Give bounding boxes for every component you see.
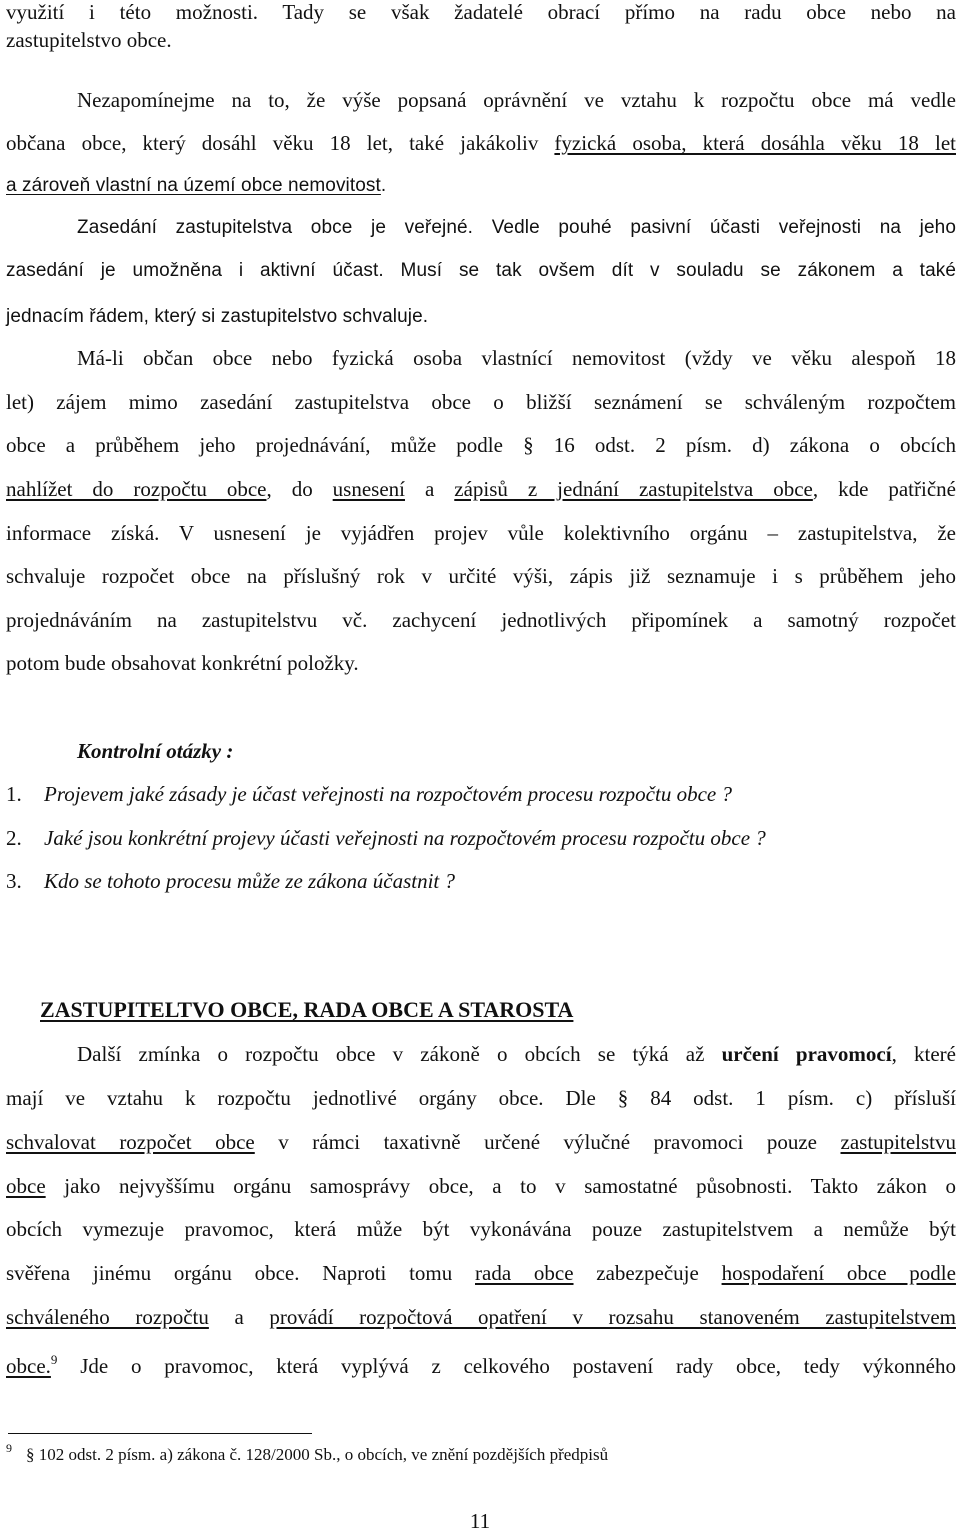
underlined-phrase-vlastni-nemovitost: a zároveň vlastní na území obce nemovitost bbox=[6, 175, 381, 196]
underlined-word-obce: obce bbox=[6, 1174, 46, 1198]
section-text-ktere: , které bbox=[891, 1042, 956, 1066]
page-number: 11 bbox=[469, 1509, 491, 1533]
intro-line-1: využití i této možnosti. Tady se však žadatelé obrací přímo na radu obce nebo na bbox=[6, 0, 956, 24]
para-mali-line-1: Má-li občan obce nebo fyzická osoba vlastnící nemovitost (vždy ve věku alespoň 18 bbox=[77, 346, 956, 370]
para-mali-line-5: informace získá. V usnesení je vyjádřen projev vůle kolektivního orgánu – zastupitelstva, že bbox=[6, 521, 956, 545]
intro-line-2: zastupitelstvo obce. bbox=[6, 28, 172, 52]
para-nezapominejme-line-3 bbox=[6, 171, 956, 201]
question-text: Jaké jsou konkrétní projevy účasti veřejnosti na rozpočtovém procesu rozpočtu obce ? bbox=[44, 826, 766, 850]
text-a: a bbox=[405, 477, 455, 501]
question-text: Projevem jaké zásady je účast veřejnosti na rozpočtovém procesu rozpočtu obce ? bbox=[44, 782, 732, 806]
section-text-a: a bbox=[208, 1305, 270, 1329]
underlined-phrase-zapisu: zápisů z jednání zastupitelstva obce bbox=[454, 477, 813, 501]
underlined-phrase-fyzicka-osoba: fyzická osoba, která dosáhla věku 18 let bbox=[554, 131, 956, 155]
para-nezapominejme-text: občana obce, který dosáhl věku 18 let, také jakákoliv bbox=[6, 131, 555, 155]
underlined-phrase-nahlizet: nahlížet do rozpočtu obce bbox=[6, 477, 267, 501]
footnote-number: 9 bbox=[6, 1441, 12, 1455]
question-number: 1. bbox=[6, 782, 22, 806]
footnote bbox=[6, 1441, 608, 1465]
underlined-phrase-hospodareni: hospodaření obce podle bbox=[721, 1261, 956, 1285]
section-line-2: mají ve vztahu k rozpočtu jednotlivé orgány obce. Dle § 84 odst. 1 písm. c) přísluší bbox=[6, 1086, 956, 1110]
underlined-phrase-rozpoctova-opatreni: provádí rozpočtová opatření v rozsahu stanoveném zastupitelstvem bbox=[269, 1305, 956, 1329]
section-line-6 bbox=[6, 1258, 956, 1288]
section-line-7 bbox=[6, 1302, 956, 1332]
section-text-svereno: svěřena jinému orgánu obce. Naproti tomu bbox=[6, 1261, 475, 1285]
section-text-pravomoci: v rámci taxativně určené výlučné pravomoci pouze bbox=[254, 1130, 841, 1154]
para-nezapominejme-line-2 bbox=[6, 128, 956, 158]
section-text-pravomoc: Jde o pravomoc, která vyplývá z celkového postavení rady obce, tedy výkonného bbox=[57, 1354, 956, 1378]
footnote-separator bbox=[8, 1433, 312, 1434]
text-do: , do bbox=[266, 477, 333, 501]
question-text: Kdo se tohoto procesu může ze zákona účastnit ? bbox=[44, 869, 456, 893]
section-line-1 bbox=[6, 1039, 956, 1069]
para-zasedani-line-3: jednacím řádem, který si zastupitelstvo schvaluje. bbox=[6, 306, 429, 327]
question-item-3 bbox=[6, 866, 956, 896]
footnote-reference[interactable]: 9 bbox=[50, 1352, 58, 1367]
section-text-samospravy: jako nejvyššímu orgánu samosprávy obce, a to v samostatné působnosti. Takto zákon o bbox=[45, 1174, 956, 1198]
underlined-phrase-rada-obce: rada obce bbox=[475, 1261, 574, 1285]
section-text: Další zmínka o rozpočtu obce v zákoně o obcích se týká až bbox=[77, 1042, 722, 1066]
section-heading: ZASTUPITELTVO OBCE, RADA OBCE A STAROSTA bbox=[40, 997, 574, 1022]
para-mali-line-7: projednáváním na zastupitelstvu vč. zachycení jednotlivých připomínek a samotný rozpočet bbox=[6, 608, 956, 632]
para-mali-line-8: potom bude obsahovat konkrétní položky. bbox=[6, 651, 359, 675]
para-mali-line-6: schvaluje rozpočet obce na příslušný rok v určité výši, zápis již seznamuje i s průběhem jeho bbox=[6, 564, 956, 588]
question-item-2 bbox=[6, 823, 956, 853]
bold-phrase-urceni-pravomoci: určení pravomocí bbox=[721, 1042, 892, 1066]
underlined-phrase-usneseni: usnesení bbox=[332, 477, 405, 501]
footnote-text: § 102 odst. 2 písm. a) zákona č. 128/2000 Sb., o obcích, ve znění pozdějších předpisů bbox=[26, 1445, 609, 1464]
underlined-phrase-schvaleneho-rozpoctu: schváleného rozpočtu bbox=[6, 1305, 209, 1329]
text-kde-patricne: , kde patřičné bbox=[812, 477, 956, 501]
para-zasedani-line-2: zasedání je umožněna i aktivní účast. Musí se tak ovšem dít v souladu se zákonem a také bbox=[6, 260, 956, 281]
para-mali-line-3: obce a průběhem jeho projednávání, může podle § 16 odst. 2 písm. d) zákona o obcích bbox=[6, 433, 956, 457]
question-item-1 bbox=[6, 779, 956, 809]
section-line-5: obcích vymezuje pravomoc, která může být vykonávána pouze zastupitelstvem a nemůže být bbox=[6, 1217, 956, 1241]
para-mali-line-2: let) zájem mimo zasedání zastupitelstva obce o bližší seznámení se schváleným rozpočtem bbox=[6, 390, 956, 414]
underlined-phrase-schvalovat-rozpocet: schvalovat rozpočet obce bbox=[6, 1130, 255, 1154]
section-line-8 bbox=[6, 1345, 956, 1378]
underlined-phrase-zastupitelstvu: zastupitelstvu bbox=[840, 1130, 956, 1154]
para-mali-line-4 bbox=[6, 474, 956, 504]
period: . bbox=[380, 175, 387, 196]
underlined-word-obce-end: obce. bbox=[6, 1354, 51, 1378]
para-zasedani-line-1: Zasedání zastupitelstva obce je veřejné. Vedle pouhé pasivní účasti veřejnosti na jeho bbox=[77, 217, 956, 238]
section-text-zabezpecuje: zabezpečuje bbox=[573, 1261, 722, 1285]
section-line-4 bbox=[6, 1171, 956, 1201]
question-number: 3. bbox=[6, 869, 22, 893]
question-number: 2. bbox=[6, 826, 22, 850]
questions-title: Kontrolní otázky : bbox=[77, 739, 234, 763]
section-line-3 bbox=[6, 1127, 956, 1157]
para-nezapominejme-line-1: Nezapomínejme na to, že výše popsaná oprávnění ve vztahu k rozpočtu obce má vedle bbox=[77, 88, 956, 112]
